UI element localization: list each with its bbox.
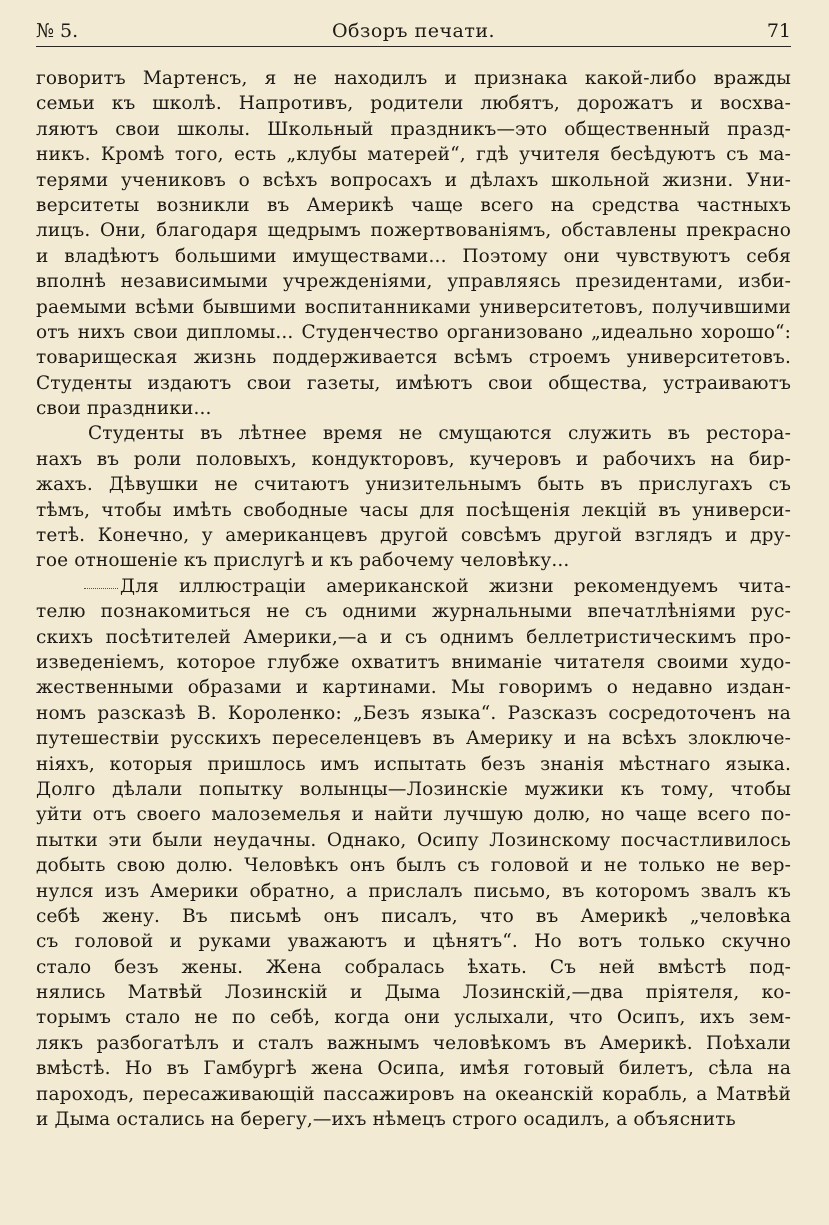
text-line: говоритъ Мартенсъ, я не находилъ и признака какой-либо вражды xyxy=(36,68,791,89)
text-line: пароходъ, пересаживающiй пассажировъ на океанскiй корабль, а Матвѣй xyxy=(36,1083,791,1105)
text-line: себѣ жену. Въ письмѣ онъ писалъ, что въ Америкѣ „человѣка xyxy=(36,905,791,927)
text-line: никъ. Кромѣ того, есть „клубы матерей“, гдѣ учителя бесѣдуютъ съ ма- xyxy=(36,144,791,166)
text-line: лякъ разбогатѣлъ и сталъ важнымъ человѣкомъ въ Америкѣ. Поѣхали xyxy=(36,1032,791,1054)
text-line: Студенты издаютъ свои газеты, имѣютъ свои общества, устраиваютъ xyxy=(36,372,791,394)
text-line: нахъ въ роли половыхъ, кондукторовъ, кучеровъ и рабочихъ на бир- xyxy=(36,448,791,470)
section-separator xyxy=(84,582,118,589)
text-line: нялись Матвѣй Лозинскiй и Дыма Лозинскiй,—два прiятеля, ко- xyxy=(36,982,791,1004)
text-line: добыть свою долю. Человѣкъ онъ былъ съ головой и не только не вер- xyxy=(36,855,791,877)
page-number: 71 xyxy=(766,20,791,42)
text-line: уйти отъ своего малоземелья и найти лучшую долю, но чаще всего по- xyxy=(36,804,791,826)
text-line: отъ нихъ свои дипломы... Студенчество организовано „идеально хорошо“: xyxy=(36,321,791,343)
issue-number: № 5. xyxy=(36,20,79,42)
text-line: нулся изъ Америки обратно, а прислалъ письмо, въ которомъ звалъ къ xyxy=(36,880,791,902)
text-line: Для иллюстрацiи американской жизни рекомендуемъ чита- xyxy=(36,574,791,599)
text-line: стало безъ жены. Жена собралась ѣхать. Съ ней вмѣстѣ под- xyxy=(36,956,791,978)
text-line: Студенты въ лѣтнее время не смущаются служить въ рестора- xyxy=(88,423,791,445)
text-line: раемыми всѣми бывшими воспитанниками университетовъ, получившими xyxy=(36,296,791,318)
text-line: и Дыма остались на берегу,—ихъ нѣмецъ строго осадилъ, а объяснить xyxy=(36,1109,736,1131)
paragraph xyxy=(36,66,791,421)
text-line: скихъ посѣтителей Америки,—а и съ однимъ беллетристическимъ про- xyxy=(36,626,791,648)
text-line: вполнѣ независимыми учрежденiями, управляясь президентами, изби- xyxy=(36,271,791,293)
text-line: пытки эти были неудачны. Однако, Осипу Лозинскому посчастливилось xyxy=(36,829,791,851)
running-header xyxy=(36,18,791,47)
text-line: изведенiемъ, которое глубже охватитъ вниманiе читателя своими худо- xyxy=(36,651,791,673)
text-line: товарищеская жизнь поддерживается всѣмъ строемъ университетовъ. xyxy=(36,347,791,369)
article-body xyxy=(36,66,791,1132)
text-line: ляютъ свои школы. Школьный праздникъ—это общественный празд- xyxy=(36,118,791,140)
section-title: Обзоръ печати. xyxy=(331,20,496,42)
text-line: жественными образами и картинами. Мы говоримъ о недавно издан- xyxy=(36,677,791,699)
text-line: терями учениковъ о всѣхъ вопросахъ и дѣлахъ школьной жизни. Уни- xyxy=(36,169,791,191)
text-line: путешествiи русскихъ переселенцевъ въ Америку и на всѣхъ злоключе- xyxy=(36,728,791,750)
text-line: жахъ. Дѣвушки не считаютъ унизительнымъ быть въ прислугахъ съ xyxy=(36,474,791,496)
text-line: вмѣстѣ. Но въ Гамбургѣ жена Осипа, имѣя готовый билетъ, сѣла на xyxy=(36,1058,791,1080)
text-line: съ головой и руками уважаютъ и цѣнятъ“. Но вотъ только скучно xyxy=(36,931,791,953)
text-line: торымъ стало не по себѣ, когда они услыхали, что Осипъ, ихъ зем- xyxy=(36,1007,791,1029)
text-line: свои праздники... xyxy=(36,398,212,420)
text-line: верситеты возникли въ Америкѣ чаще всего на средства частныхъ xyxy=(36,194,791,216)
text-line: Долго дѣлали попытку волынцы—Лозинскiе мужики къ тому, чтобы xyxy=(36,778,791,800)
text-line: тетѣ. Конечно, у американцевъ другой совсѣмъ другой взглядъ и дру- xyxy=(36,525,791,547)
paragraph xyxy=(36,421,791,573)
text-line: и владѣютъ большими имуществами... Поэтому они чувствуютъ себя xyxy=(36,245,791,267)
text-line: номъ разсказѣ В. Короленко: „Безъ языка“. Разсказъ сосредоточенъ на xyxy=(36,702,791,724)
text-line: семьи къ школѣ. Напротивъ, родители любятъ, дорожатъ и восхва- xyxy=(36,93,791,115)
text-line: телю познакомиться не съ одними журнальными впечатлѣнiями рус- xyxy=(36,601,791,623)
paragraph xyxy=(36,574,791,1133)
text-line: тѣмъ, чтобы имѣть свободные часы для посѣщенiя лекцiй въ универси- xyxy=(36,499,791,521)
text-line: гое отношенiе къ прислугѣ и къ рабочему человѣку... xyxy=(36,550,570,572)
text-line: лицъ. Они, благодаря щедрымъ пожертвованiямъ, обставлены прекрасно xyxy=(36,220,791,242)
text-line: нiяхъ, которыя пришлось имъ испытать безъ знанiя мѣстнаго языка. xyxy=(36,753,791,775)
